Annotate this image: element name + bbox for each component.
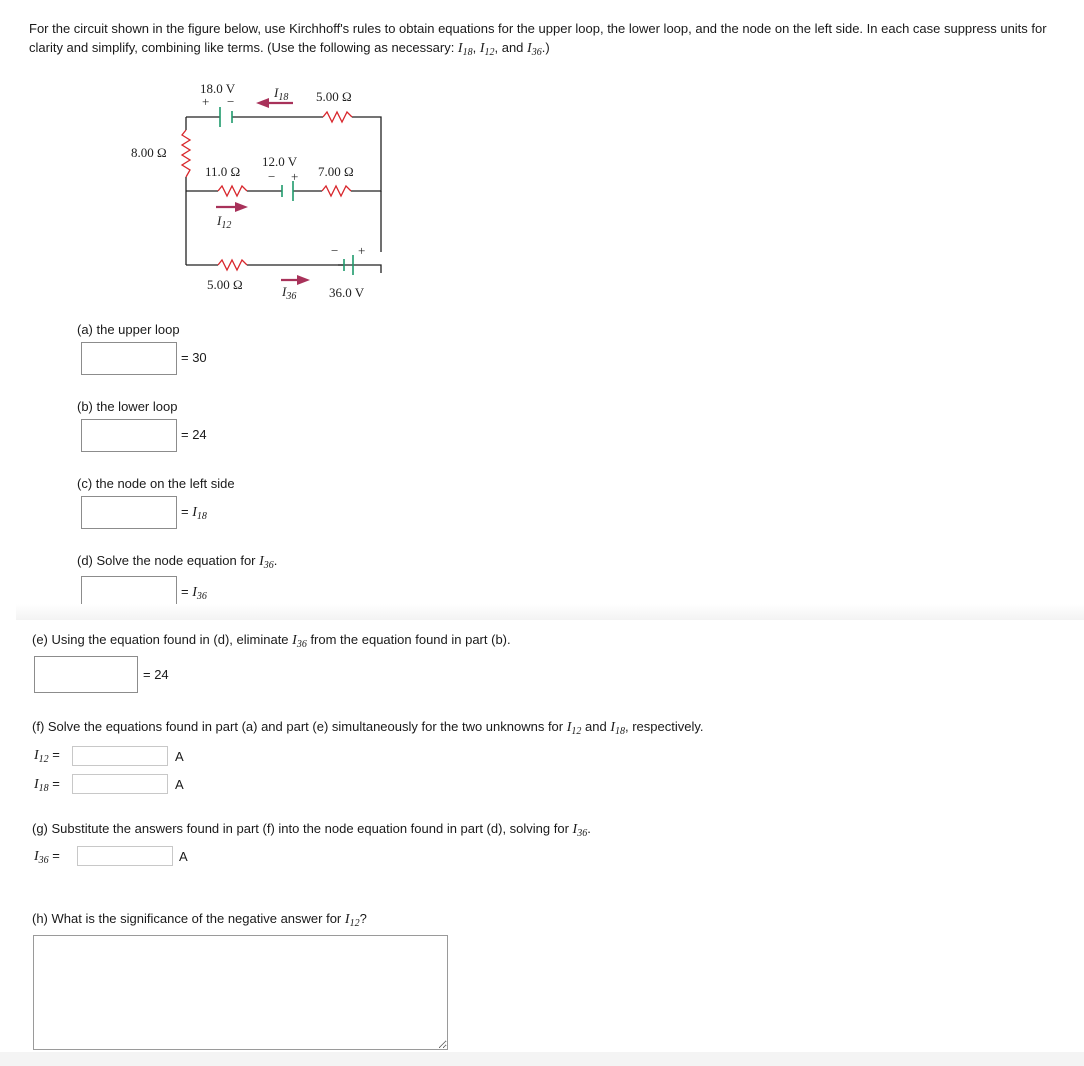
var-i18: I — [610, 720, 615, 735]
intro-sep: , and — [494, 40, 528, 55]
eq-sign: = — [48, 747, 60, 762]
var-i36: I — [572, 822, 578, 837]
i12-answer-input[interactable] — [72, 746, 168, 766]
problem-statement — [29, 19, 1079, 62]
var-sub: 36 — [263, 560, 274, 571]
part-e-rhs: = 24 — [143, 667, 169, 682]
part-d-end: . — [273, 553, 278, 568]
var-sub: 18 — [615, 726, 625, 737]
part-h-end: ? — [359, 911, 367, 926]
var-i36: I — [34, 849, 39, 864]
var-sub: 12 — [349, 918, 360, 929]
intro-text: For the circuit shown in the figure below, use Kirchhoff's rules to obtain equations for the upper loop, the lower loop, and the node on the left side. In each case suppress units for clarity and simplify, combining like terms. (Use the following as necessary: — [29, 21, 1047, 55]
label-v12: 12.0 V — [262, 154, 298, 169]
label-v18: 18.0 V — [200, 81, 236, 96]
part-f-and: and — [581, 719, 611, 734]
resistor-8ohm — [182, 130, 190, 177]
var-i36: I — [292, 633, 297, 648]
part-c-input[interactable] — [81, 496, 177, 529]
part-e-input[interactable] — [34, 656, 138, 693]
var-i18: I — [457, 41, 463, 56]
v36-plus: + — [358, 243, 366, 258]
part-e-end: from the equation found in part (b). — [306, 632, 511, 647]
battery-12v — [282, 181, 293, 201]
v18-minus: − — [227, 94, 235, 109]
part-g-end: . — [587, 821, 591, 836]
part-b-label: (b) the lower loop — [77, 399, 178, 414]
resistor-11ohm — [218, 186, 247, 196]
var-i18: I — [192, 505, 197, 520]
var-i36: I — [527, 41, 532, 56]
part-d-text: (d) Solve the node equation for — [77, 553, 260, 568]
part-g-text: (g) Substitute the answers found in part (f) into the node equation found in part (d), solving for — [32, 821, 573, 836]
resistor-7ohm — [322, 186, 351, 196]
part-e-label — [32, 632, 511, 650]
part-h-textarea[interactable] — [33, 935, 448, 1050]
intro-sep: , — [472, 40, 480, 55]
part-g-label — [32, 821, 591, 839]
var-i36-sub: 36 — [531, 47, 542, 58]
part-b-input[interactable] — [81, 419, 177, 452]
page-bottom-band — [0, 1052, 1084, 1066]
var-sub: 36 — [577, 828, 588, 839]
label-r5-top: 5.00 Ω — [316, 89, 352, 104]
eq-sign: = — [181, 584, 193, 599]
part-h-label — [32, 911, 367, 929]
var-i12: I — [479, 41, 485, 56]
label-r8: 8.00 Ω — [131, 145, 167, 160]
var-i12: I — [34, 748, 39, 763]
part-a-label: (a) the upper loop — [77, 322, 180, 337]
i12-unit: A — [175, 749, 184, 764]
resistor-5ohm-bottom — [218, 260, 247, 270]
eq-sign: = — [48, 776, 60, 791]
label-r11: 11.0 Ω — [205, 164, 241, 179]
i18-unit: A — [175, 777, 184, 792]
var-i36: I — [192, 585, 197, 600]
var-sub: 36 — [196, 591, 207, 602]
label-i36: $I_{36}$ — [282, 284, 297, 302]
part-h-text: (h) What is the significance of the negative answer for — [32, 911, 345, 926]
resistor-5ohm-top — [323, 112, 352, 122]
var-i12-sub: 12 — [484, 47, 495, 58]
label-r5-bottom: 5.00 Ω — [207, 277, 243, 292]
arrow-i12 — [216, 202, 248, 212]
label-i18: $I_{18}$ — [274, 85, 289, 103]
i36-row-label — [34, 848, 60, 866]
label-r7: 7.00 Ω — [318, 164, 354, 179]
circuit-diagram — [120, 75, 390, 310]
v18-plus: + — [202, 94, 210, 109]
circuit-wires — [186, 117, 381, 273]
part-b-rhs: = 24 — [181, 427, 207, 442]
var-sub: 12 — [38, 754, 49, 765]
var-sub: 12 — [571, 726, 582, 737]
i18-answer-input[interactable] — [72, 774, 168, 794]
v12-plus: + — [291, 169, 299, 184]
battery-18v — [220, 107, 232, 127]
section-divider — [16, 604, 1084, 620]
part-a-rhs: = 30 — [181, 350, 207, 365]
v36-minus: − — [331, 243, 339, 258]
var-sub: 18 — [196, 511, 207, 522]
part-f-text: (f) Solve the equations found in part (a) and part (e) simultaneously for the two unknowns for — [32, 719, 567, 734]
i12-row-label — [34, 747, 60, 765]
v12-minus: − — [268, 169, 276, 184]
i18-row-label — [34, 776, 60, 794]
var-i12: I — [566, 720, 572, 735]
part-c-label: (c) the node on the left side — [77, 476, 235, 491]
part-f-label — [32, 719, 704, 737]
i36-unit: A — [179, 849, 188, 864]
part-a-input[interactable] — [81, 342, 177, 375]
intro-text-end: .) — [541, 40, 550, 55]
eq-sign: = — [181, 504, 193, 519]
part-d-rhs — [181, 584, 207, 602]
var-i18-sub: 18 — [462, 47, 473, 58]
i36-answer-input[interactable] — [77, 846, 173, 866]
part-c-rhs — [181, 504, 207, 522]
var-sub: 36 — [296, 639, 307, 650]
label-v36: 36.0 V — [329, 285, 365, 300]
part-f-end: , respectively. — [625, 719, 704, 734]
var-sub: 18 — [38, 783, 49, 794]
part-d-label — [77, 553, 277, 571]
var-i12: I — [344, 912, 350, 927]
var-i18: I — [34, 777, 39, 792]
eq-sign: = — [48, 848, 60, 863]
label-i12: $I_{12}$ — [217, 213, 232, 231]
part-e-text: (e) Using the equation found in (d), eliminate — [32, 632, 293, 647]
var-sub: 36 — [38, 855, 49, 866]
var-i36: I — [259, 554, 264, 569]
